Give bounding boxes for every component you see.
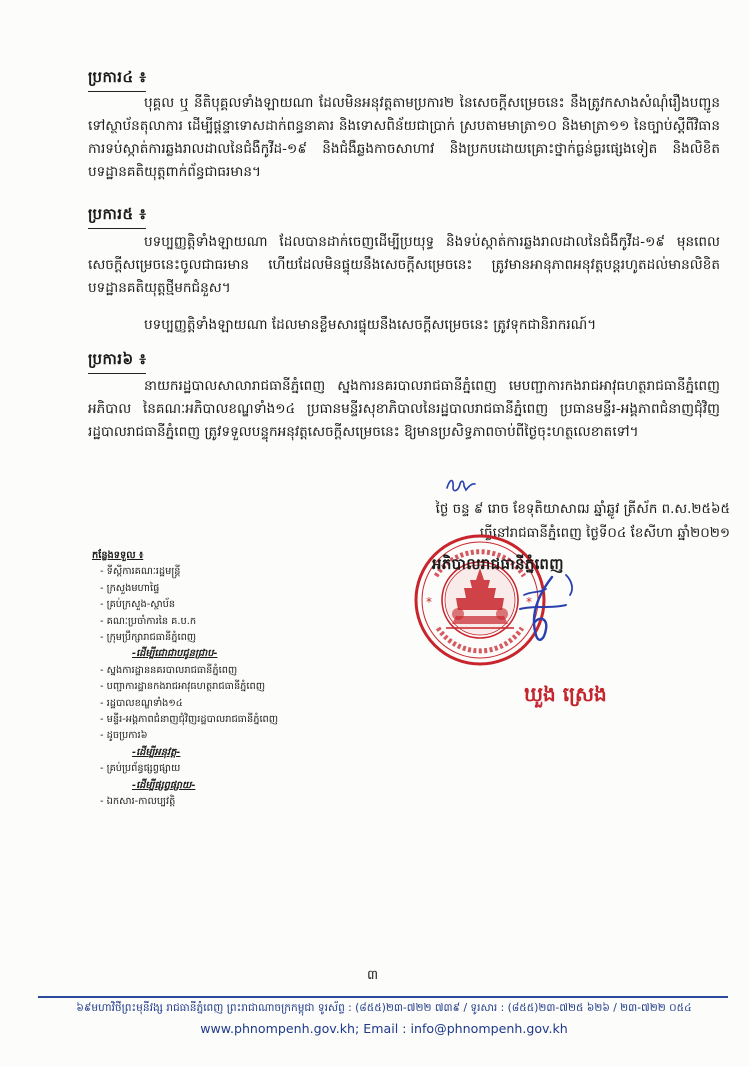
distribution-group-label: -ដើម្បីអនុវត្ត- (132, 746, 181, 758)
recipient: - ក្រុមប្រឹក្សារាជធានីភ្នំពេញ (92, 630, 332, 646)
distribution-group-label: -ដើម្បីជោជាបជូនជ្រាប- (132, 648, 218, 660)
recipient: - គ្រប់ប្រព័ន្ធផ្សព្វផ្សាយ (92, 761, 332, 777)
footer-contact: www.phnompenh.gov.kh; Email : info@phnompenh.gov.kh (200, 1021, 568, 1036)
initial-mark (444, 474, 478, 496)
solar-date: ធ្វើនៅរាជធានីភ្នំពេញ ថ្ងៃទី០៤ ខែសីហា ឆ្នាំ២០២១ (479, 526, 730, 541)
recipient: - ក្រសួងមហាផ្ទៃ (92, 581, 332, 597)
recipient: - គ្រប់ក្រសួង-ស្ថាប័ន (92, 597, 332, 613)
article-5-paragraph-1: បទប្បញ្ញត្តិទាំងឡាយណា ដែលបានដាក់ចេញដើម្បីប្រយុទ្ធ និងទប់ស្កាត់ការឆ្លងរាលដាលនៃជំងឺកូវីដ-១៩ មុនពេលសេចក្តីសម្រេចនេះចូលជាធរមាន ហើយដែលមិនផ្ទុយនឹងសេចក្តីសម្រេចនេះ ត្រូវមានអានុភាពអនុវត្តបន្តរហូតដល់មានលិខិតបទដ្ឋានគតិយុត្តថ្មីមកជំនួស។ (88, 234, 720, 296)
recipient: - គណៈប្រចាំការនៃ គ.ប.ក (92, 614, 332, 630)
article-4-heading: ប្រការ៤ ៖ (88, 68, 146, 92)
footer-address: ៦៩មហាវិថីព្រះមុនីវង្ស រាជធានីភ្នំពេញ ព្រះរាជាណាចក្រកម្ពុជា ទូរស័ព្ទ : (៨៥៥)២៣-៧២២ ៧៣៩ / ទូរសារ : (៨៥៥)២៣-៧២៥ ៦២៦ / ២៣-៧២២ ០៥៤ (76, 1002, 692, 1014)
footer-divider (38, 996, 728, 998)
recipient: - មន្ទីរ-អង្គភាពជំនាញជុំវិញរដ្ឋបាលរាជធានីភ្នំពេញ (92, 712, 332, 728)
distribution-title: កន្លែងទទួល ៖ (92, 550, 144, 561)
recipient: - បញ្ជាការដ្ឋានកងរាជអាវុធហត្ថរាជធានីភ្នំពេញ (92, 679, 332, 695)
article-4-paragraph: បុគ្គល ឬ នីតិបុគ្គលទាំងឡាយណា ដែលមិនអនុវត្តតាមប្រការ២ នៃសេចក្តីសម្រេចនេះ នឹងត្រូវកសាងសំណុំរឿងបញ្ជូនទៅស្ថាប័នតុលាការ ដើម្បីផ្តន្ទាទោសដាក់ពន្ធនាគារ និងទោសពិន័យជាប្រាក់ ស្របតាមមាត្រា១០ និងមាត្រា១១ នៃច្បាប់ស្តីពីវិធានការទប់ស្កាត់ការឆ្លងរាលដាលនៃជំងឺកូវីដ-១៩ និងជំងឺឆ្លងកាចសាហាវ និងប្រកបដោយគ្រោះថ្នាក់ធ្ងន់ធ្ងរផ្សេងទៀត និងលិខិតបទដ្ឋានគតិយុត្តពាក់ព័ន្ធជាធរមាន។ (88, 95, 720, 180)
recipient: - ទីស្តីការគណៈរដ្ឋមន្ត្រី (92, 564, 332, 580)
distribution-list (92, 548, 332, 811)
handwritten-signature (480, 565, 590, 655)
signatory-title: អភិបាលរាជធានីភ្នំពេញ (432, 555, 564, 573)
page-number: ៣ (367, 968, 379, 983)
distribution-group-label: -ដើម្បីផ្សព្វផ្សាយ- (132, 779, 196, 791)
article-6-paragraph: នាយករដ្ឋបាលសាលារាជធានីភ្នំពេញ ស្នងការនគរបាលរាជធានីភ្នំពេញ មេបញ្ជាការកងរាជអាវុធហត្ថរាជធានីភ្នំពេញ អភិបាល នៃគណៈអភិបាលខណ្ឌទាំង១៤ ប្រធានមន្ទីរសុខាភិបាលនៃរដ្ឋបាលរាជធានីភ្នំពេញ ប្រធានមន្ទីរ-អង្គភាពជំនាញជុំវិញរដ្ឋបាលរាជធានីភ្នំពេញ ត្រូវទទួលបន្ទុកអនុវត្តសេចក្តីសម្រេចនេះ ឱ្យមានប្រសិទ្ធភាពចាប់ពីថ្ងៃចុះហត្ថលេខាតទៅ។ (88, 378, 720, 440)
article-6-heading: ប្រការ៦ ៖ (88, 350, 146, 374)
signatory-name: ឃួង ស្រេង (524, 682, 607, 706)
recipient: - រដ្ឋបាលខណ្ឌទាំង១៤ (92, 696, 332, 712)
article-5-heading: ប្រការ៥ ៖ (88, 205, 146, 229)
svg-text:*: * (426, 595, 432, 609)
recipient: - ស្នងការដ្ឋាននគរបាលរាជធានីភ្នំពេញ (92, 663, 332, 679)
lunar-date: ថ្ងៃ ចន្ទ ៩ រោច ខែទុតិយាសាឍ ឆ្នាំឆ្លូវ ត្រីស័ក ព.ស.២៥៦៥ (435, 502, 730, 517)
recipient: - ដូចប្រការ៦ (92, 728, 332, 744)
article-5-paragraph-2: បទប្បញ្ញត្តិទាំងឡាយណា ដែលមានខ្លឹមសារផ្ទុយនឹងសេចក្តីសម្រេចនេះ ត្រូវទុកជានិរាករណ៍។ (144, 317, 597, 333)
recipient: - ឯកសារ-កាលប្បវត្តិ (92, 794, 332, 810)
svg-text:*: * (526, 595, 532, 609)
